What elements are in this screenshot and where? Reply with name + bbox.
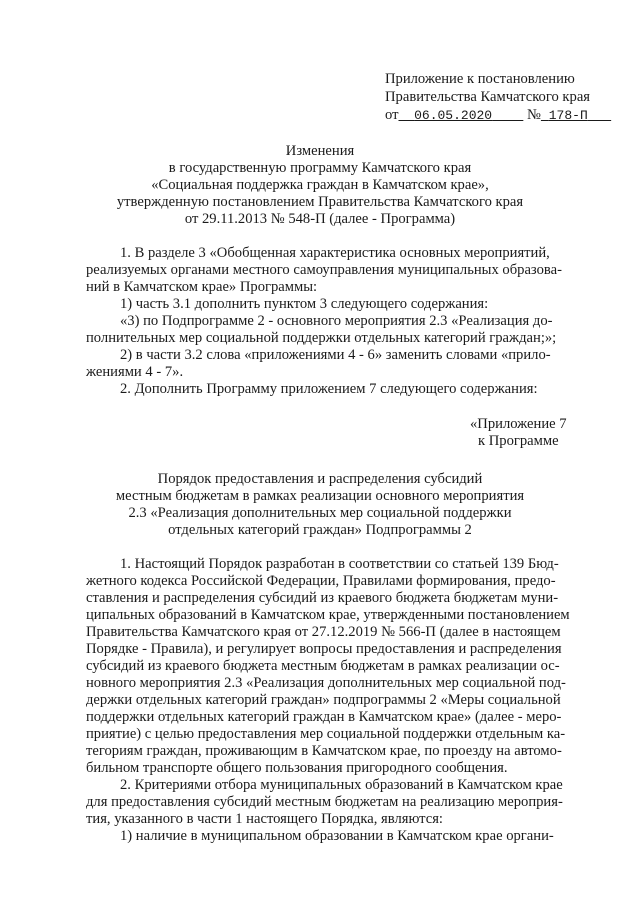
appendix-ref-line-2: к Программе	[478, 433, 559, 449]
order-body-line-2: жетного кодекса Российской Федерации, Правилами формирования, предо-	[86, 573, 556, 589]
order-body-line-15: для предоставления субсидий местным бюджетам на реализацию мероприя-	[86, 794, 563, 810]
order-title-line-4: отдельных категорий граждан» Подпрограммы 2	[168, 522, 472, 538]
order-body-line-14: 2. Критериями отбора муниципальных образований в Камчатском крае	[120, 777, 563, 793]
order-body-line-3: ставления и распределения субсидий из краевого бюджета бюджетам муни-	[86, 590, 559, 606]
title-line-3: «Социальная поддержка граждан в Камчатском крае»,	[151, 177, 489, 193]
order-body-line-10: поддержки отдельных категорий граждан в Камчатском крае» (далее - меро-	[86, 709, 562, 725]
body-line-3: ний в Камчатском крае» Программы:	[86, 279, 318, 295]
title-line-4: утвержденную постановлением Правительства Камчатского края	[116, 194, 524, 210]
body-line-7: 2) в части 3.2 слова «приложениями 4 - 6» заменить словами «прило-	[120, 347, 551, 363]
body-line-1: 1. В разделе 3 «Обобщенная характеристика основных мероприятий,	[120, 245, 550, 261]
body-line-2: реализуемых органами местного самоуправления муниципальных образова-	[86, 262, 562, 278]
order-title-line-3: 2.3 «Реализация дополнительных мер социальной поддержки	[128, 505, 512, 521]
title-line-5: от 29.11.2013 № 548-П (далее - Программа)	[184, 211, 456, 227]
order-body-line-1: 1. Настоящий Порядок разработан в соответствии со статьей 139 Бюд-	[120, 556, 559, 572]
body-line-4: 1) часть 3.1 дополнить пунктом 3 следующего содержания:	[120, 296, 489, 312]
title-line-2: в государственную программу Камчатского края	[168, 160, 472, 176]
title-line-1: Изменения	[285, 143, 355, 159]
order-body-line-11: приятие) с целью предоставления мер социальной поддержки отдельным ка-	[86, 726, 566, 742]
order-body-line-7: субсидий из краевого бюджета местным бюджетам в рамках реализации ос-	[86, 658, 560, 674]
header-line-2: Правительства Камчатского края	[385, 89, 591, 105]
body-line-5: «3) по Подпрограмме 2 - основного мероприятия 2.3 «Реализация до-	[120, 313, 553, 329]
order-title-line-2: местным бюджетам в рамках реализации основного мероприятия	[115, 488, 525, 504]
header-date-line	[385, 107, 611, 124]
order-body-line-13: бильном транспорте общего пользования пригородного сообщения.	[86, 760, 508, 776]
order-body-line-17: 1) наличие в муниципальном образовании в Камчатском крае органи-	[120, 828, 554, 844]
order-body-line-9: держки отдельных категорий граждан» подпрограммы 2 «Меры социальной	[86, 692, 561, 708]
body-line-6: полнительных мер социальной поддержки отдельных категорий граждан;»;	[86, 330, 557, 346]
order-body-line-4: ципальных образований в Камчатском крае, утвержденными постановлением	[86, 607, 570, 623]
order-body-line-5: Правительства Камчатского края от 27.12.2019 № 566-П (далее в настоящем	[86, 624, 561, 640]
order-body-line-16: тия, указанного в части 1 настоящего Порядка, являются:	[86, 811, 443, 827]
order-body-line-8: новного мероприятия 2.3 «Реализация дополнительных мер социальной под-	[86, 675, 566, 691]
appendix-ref-line-1: «Приложение 7	[470, 416, 567, 432]
order-title-line-1: Порядок предоставления и распределения субсидий	[157, 471, 483, 487]
body-line-8: жениями 4 - 7».	[86, 364, 184, 380]
number-prefix: №	[526, 107, 541, 123]
order-body-line-6: Порядке - Правила), и регулирует вопросы предоставления и распределения	[86, 641, 562, 657]
order-body-line-12: тегориям граждан, проживающим в Камчатском крае, по проезду на автомо-	[86, 743, 562, 759]
date-prefix: от	[385, 107, 399, 123]
header-line-1: Приложение к постановлению	[385, 71, 575, 87]
date-value: 06.05.2020	[414, 108, 493, 123]
body-line-9: 2. Дополнить Программу приложением 7 следующего содержания:	[120, 381, 538, 397]
number-value: 178-П	[548, 108, 588, 123]
